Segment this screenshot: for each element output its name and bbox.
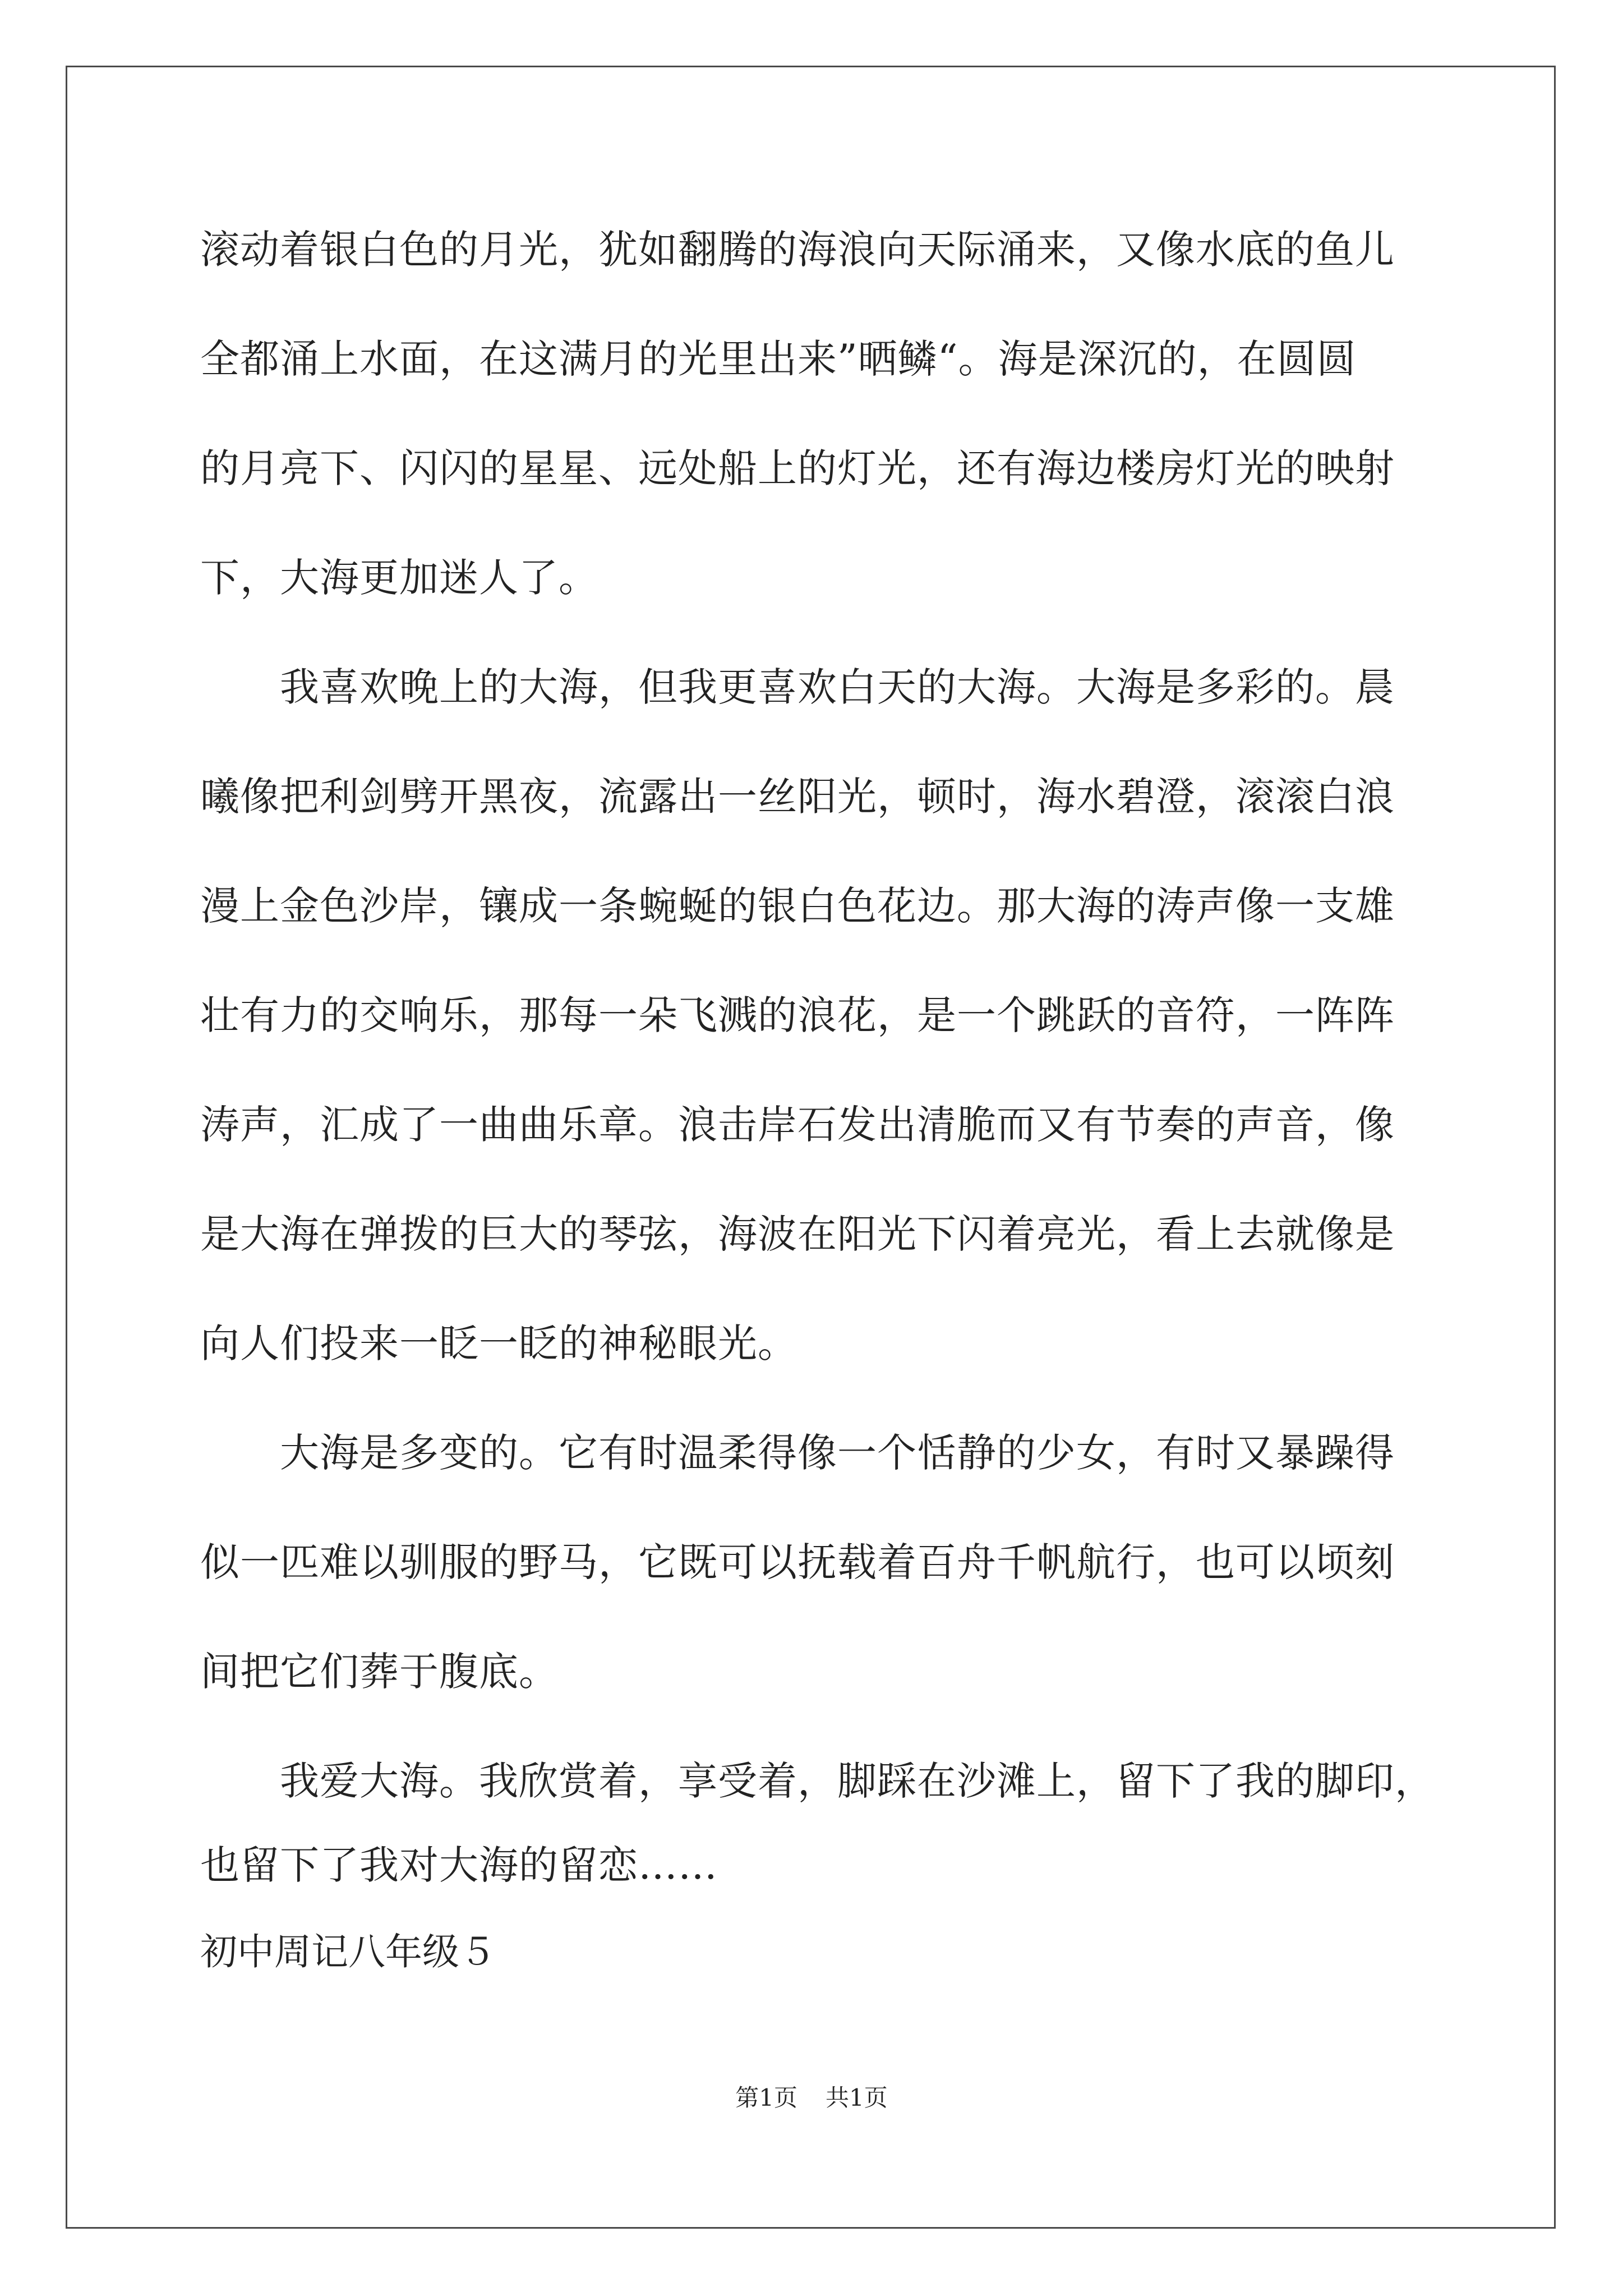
text-line: 似一匹难以驯服的野马，它既可以抚载着百舟千帆航行，也可以顷刻 bbox=[200, 1539, 1395, 1585]
text-line: 滚动着银白色的月光，犹如翻腾的海浪向天际涌来，又像水底的鱼儿 bbox=[200, 227, 1395, 273]
text-line: 曦像把利剑劈开黑夜，流露出一丝阳光，顿时，海水碧澄，滚滚白浪 bbox=[200, 774, 1395, 820]
page-number: 第1页 bbox=[735, 2084, 797, 2111]
text-line: 全都涌上水面，在这满月的光里出来”晒鳞“。海是深沉的，在圆圆 bbox=[200, 336, 1357, 382]
text-line: 漫上金色沙岸，镶成一条蜿蜒的银白色花边。那大海的涛声像一支雄 bbox=[200, 883, 1395, 929]
text-line: 涛声，汇成了一曲曲乐章。浪击岸石发出清脆而又有节奏的声音，像 bbox=[200, 1102, 1395, 1148]
section-heading: 初中周记八年级５ bbox=[200, 1930, 496, 1973]
page-total: 共1页 bbox=[826, 2084, 888, 2111]
text-line: 大海是多变的。它有时温柔得像一个恬静的少女，有时又暴躁得 bbox=[200, 1430, 1395, 1476]
text-line: 壮有力的交响乐，那每一朵飞溅的浪花，是一个跳跃的音符，一阵阵 bbox=[200, 992, 1395, 1038]
text-line: 的月亮下、闪闪的星星、远处船上的灯光，还有海边楼房灯光的映射 bbox=[200, 445, 1395, 491]
text-line: 我爱大海。我欣赏着，享受着，脚踩在沙滩上，留下了我的脚印， bbox=[200, 1758, 1435, 1804]
text-line: 是大海在弹拨的巨大的琴弦，海波在阳光下闪着亮光，看上去就像是 bbox=[200, 1211, 1395, 1257]
page-footer bbox=[0, 2081, 1623, 2115]
text-line: 间把它们葬于腹底。 bbox=[200, 1649, 559, 1695]
text-line: 也留下了我对大海的留恋…… bbox=[200, 1842, 718, 1888]
text-line: 下，大海更加迷人了。 bbox=[200, 555, 598, 601]
text-line: 我喜欢晚上的大海，但我更喜欢白天的大海。大海是多彩的。晨 bbox=[200, 664, 1395, 710]
text-line: 向人们投来一眨一眨的神秘眼光。 bbox=[200, 1320, 797, 1366]
